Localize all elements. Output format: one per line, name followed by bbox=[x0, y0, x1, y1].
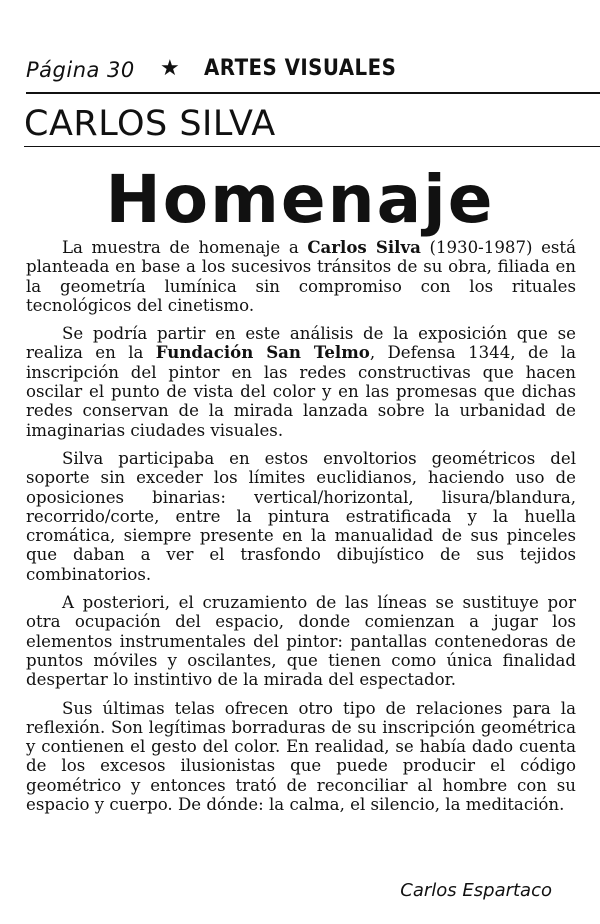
page-number: Página 30 bbox=[26, 58, 135, 82]
text-run: (1930-1987) está planteada en base a los sucesivos tránsitos de su obra, filiada en la geometría lumínica sin compromiso con los rituales tecnológicos del cinetismo. bbox=[26, 238, 576, 315]
article-title: Homenaje bbox=[105, 161, 495, 238]
article-body bbox=[26, 238, 576, 823]
bold-run: Fundación San Telmo bbox=[155, 342, 370, 363]
paragraph: Silva participaba en estos envoltorios geométricos del soporte sin exceder los límites euclidianos, haciendo uso de oposiciones binarias: vertical/horizontal, lisura/blandura, recorrido/corte, entre la pintura estratificada y la huella cromática, siempre presente en la manualidad de sus pinceles que daban a ver el trasfondo dibujístico de sus tejidos combinatorios. bbox=[26, 448, 576, 584]
bold-run: Carlos Silva bbox=[307, 237, 421, 257]
text-run: La muestra de homenaje a bbox=[62, 238, 308, 257]
byline: Carlos Espartaco bbox=[400, 880, 552, 901]
text-run: , Defensa 1344, de la inscripción del pintor en las redes constructivas que hacen oscilar el punto de vista del color y en las promesas que dichas redes conservan de la mirada lanzada sobre la urbanidad de imaginarias ciudades visuales. bbox=[26, 343, 577, 440]
artist-name: CARLOS SILVA bbox=[24, 104, 276, 144]
paragraph: Sus últimas telas ofrecen otro tipo de relaciones para la reflexión. Son legítimas borraduras de su inscripción geométrica y contienen el gesto del color. En realidad, se había dado cuenta de los excesos ilusionistas que puede producir el código geométrico y entonces trató de reconciliar al hombre con su espacio y cuerpo. De dónde: la calma, el silencio, la meditación. bbox=[26, 698, 576, 815]
section-title: ARTES VISUALES bbox=[204, 56, 397, 81]
star-icon: ★ bbox=[160, 56, 180, 81]
artist-heading bbox=[24, 100, 600, 147]
page-header bbox=[26, 56, 600, 94]
paragraph bbox=[26, 324, 576, 440]
paragraph bbox=[26, 238, 576, 315]
text-run: Se podría partir en este análisis de la exposición que se realiza en la bbox=[26, 324, 576, 363]
paragraph: A posteriori, el cruzamiento de las líneas se sustituye por otra ocupación del espacio, donde comienzan a jugar los elementos instrumentales del pintor: pantallas contenedoras de puntos móviles y oscilantes, que tienen como única finalidad despertar lo instintivo de la mirada del espectador. bbox=[26, 593, 576, 690]
